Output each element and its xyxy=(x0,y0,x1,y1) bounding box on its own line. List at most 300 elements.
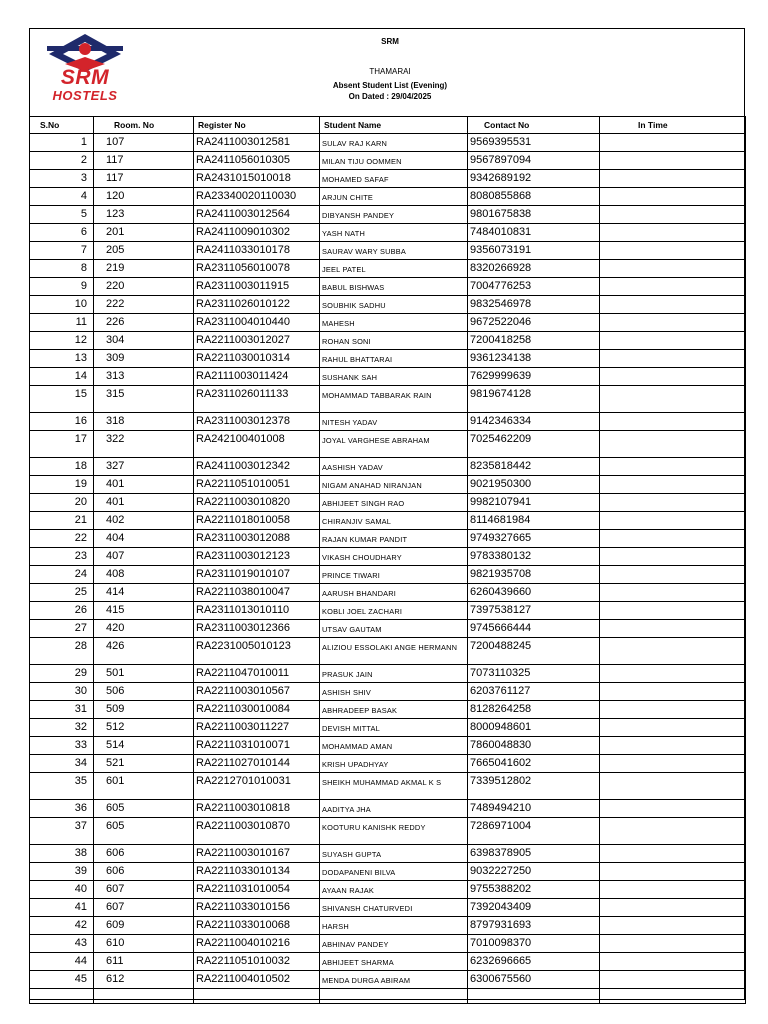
table-row xyxy=(30,953,746,971)
contact-cell: 7339512802 xyxy=(468,773,600,800)
room-cell: 123 xyxy=(94,206,194,224)
student-name-cell: AADITYA JHA xyxy=(320,800,468,818)
sno-cell: 41 xyxy=(30,899,94,917)
empty-cell xyxy=(320,989,468,1004)
room-cell: 506 xyxy=(94,683,194,701)
table-row xyxy=(30,458,746,476)
contact-cell: 6398378905 xyxy=(468,845,600,863)
room-cell: 318 xyxy=(94,413,194,431)
header-sno: S.No xyxy=(30,117,94,134)
student-name-cell: SUSHANK SAH xyxy=(320,368,468,386)
student-name-cell: NIGAM ANAHAD NIRANJAN xyxy=(320,476,468,494)
contact-cell: 7200488245 xyxy=(468,638,600,665)
room-cell: 426 xyxy=(94,638,194,665)
in-time-cell xyxy=(600,413,746,431)
student-name-cell: ROHAN SONI xyxy=(320,332,468,350)
room-cell: 117 xyxy=(94,170,194,188)
contact-cell: 6203761127 xyxy=(468,683,600,701)
table-row xyxy=(30,584,746,602)
sno-cell: 17 xyxy=(30,431,94,458)
register-cell: RA2211004010216 xyxy=(194,935,320,953)
table-row xyxy=(30,188,746,206)
sno-cell: 12 xyxy=(30,332,94,350)
room-cell: 315 xyxy=(94,386,194,413)
table-row xyxy=(30,170,746,188)
contact-cell: 9783380132 xyxy=(468,548,600,566)
table-row xyxy=(30,386,746,413)
table-row xyxy=(30,899,746,917)
register-cell: RA2411003012342 xyxy=(194,458,320,476)
table-row xyxy=(30,152,746,170)
table-row xyxy=(30,917,746,935)
register-cell: RA2211003010567 xyxy=(194,683,320,701)
table-row xyxy=(30,530,746,548)
empty-cell xyxy=(194,989,320,1004)
contact-cell: 9567897094 xyxy=(468,152,600,170)
sno-cell: 29 xyxy=(30,665,94,683)
room-cell: 327 xyxy=(94,458,194,476)
student-name-cell: BABUL BISHWAS xyxy=(320,278,468,296)
in-time-cell xyxy=(600,881,746,899)
register-cell: RA2111003011424 xyxy=(194,368,320,386)
student-name-cell: SOUBHIK SADHU xyxy=(320,296,468,314)
room-cell: 606 xyxy=(94,845,194,863)
table-row xyxy=(30,773,746,800)
sno-cell: 21 xyxy=(30,512,94,530)
in-time-cell xyxy=(600,386,746,413)
register-cell: RA2411033010178 xyxy=(194,242,320,260)
sno-cell: 22 xyxy=(30,530,94,548)
sno-cell: 20 xyxy=(30,494,94,512)
student-name-cell: RAJAN KUMAR PANDIT xyxy=(320,530,468,548)
register-cell: RA2311003012088 xyxy=(194,530,320,548)
empty-row xyxy=(30,989,746,1004)
sno-cell: 30 xyxy=(30,683,94,701)
in-time-cell xyxy=(600,638,746,665)
sno-cell: 42 xyxy=(30,917,94,935)
student-name-cell: JEEL PATEL xyxy=(320,260,468,278)
sno-cell: 35 xyxy=(30,773,94,800)
in-time-cell xyxy=(600,602,746,620)
header-register: Register No xyxy=(194,117,320,134)
contact-cell: 9032227250 xyxy=(468,863,600,881)
student-name-cell: SULAV RAJ KARN xyxy=(320,134,468,152)
sno-cell: 40 xyxy=(30,881,94,899)
room-cell: 514 xyxy=(94,737,194,755)
student-name-cell: DODAPANENI BILVA xyxy=(320,863,468,881)
contact-cell: 9342689192 xyxy=(468,170,600,188)
room-cell: 407 xyxy=(94,548,194,566)
student-name-cell: SUYASH GUPTA xyxy=(320,845,468,863)
sno-cell: 18 xyxy=(30,458,94,476)
contact-cell: 7392043409 xyxy=(468,899,600,917)
in-time-cell xyxy=(600,152,746,170)
student-name-cell: PRINCE TIWARI xyxy=(320,566,468,584)
sno-cell: 23 xyxy=(30,548,94,566)
room-cell: 605 xyxy=(94,818,194,845)
register-cell: RA2411056010305 xyxy=(194,152,320,170)
student-name-cell: MOHAMMAD TABBARAK RAIN xyxy=(320,386,468,413)
register-cell: RA2311003012378 xyxy=(194,413,320,431)
table-row xyxy=(30,260,746,278)
contact-cell: 8128264258 xyxy=(468,701,600,719)
table-row xyxy=(30,206,746,224)
student-name-cell: KRISH UPADHYAY xyxy=(320,755,468,773)
header-in-time: In Time xyxy=(600,117,746,134)
room-cell: 512 xyxy=(94,719,194,737)
register-cell: RA2211030010314 xyxy=(194,350,320,368)
register-cell: RA2211033010134 xyxy=(194,863,320,881)
register-cell: RA2411003012564 xyxy=(194,206,320,224)
table-row xyxy=(30,755,746,773)
contact-cell: 7010098370 xyxy=(468,935,600,953)
table-row xyxy=(30,350,746,368)
in-time-cell xyxy=(600,971,746,989)
document-title: Absent Student List (Evening) xyxy=(332,81,448,90)
in-time-cell xyxy=(600,170,746,188)
in-time-cell xyxy=(600,530,746,548)
contact-cell: 9819674128 xyxy=(468,386,600,413)
contact-cell: 9749327665 xyxy=(468,530,600,548)
register-cell: RA2211003010167 xyxy=(194,845,320,863)
table-row xyxy=(30,665,746,683)
sno-cell: 34 xyxy=(30,755,94,773)
in-time-cell xyxy=(600,278,746,296)
register-cell: RA2211018010058 xyxy=(194,512,320,530)
sno-cell: 32 xyxy=(30,719,94,737)
register-cell: RA242100401008 xyxy=(194,431,320,458)
sno-cell: 45 xyxy=(30,971,94,989)
contact-cell: 9755388202 xyxy=(468,881,600,899)
register-cell: RA2211004010502 xyxy=(194,971,320,989)
srm-hostels-logo xyxy=(37,32,133,104)
student-name-cell: YASH NATH xyxy=(320,224,468,242)
room-cell: 414 xyxy=(94,584,194,602)
in-time-cell xyxy=(600,224,746,242)
block-name: THAMARAI xyxy=(369,67,411,76)
contact-cell: 9361234138 xyxy=(468,350,600,368)
empty-cell xyxy=(600,989,746,1004)
contact-cell: 9569395531 xyxy=(468,134,600,152)
student-name-cell: MENDA DURGA ABIRAM xyxy=(320,971,468,989)
room-cell: 611 xyxy=(94,953,194,971)
sno-cell: 16 xyxy=(30,413,94,431)
student-name-cell: RAHUL BHATTARAI xyxy=(320,350,468,368)
student-name-cell: MILAN TIJU OOMMEN xyxy=(320,152,468,170)
room-cell: 607 xyxy=(94,899,194,917)
register-cell: RA2311056010078 xyxy=(194,260,320,278)
in-time-cell xyxy=(600,260,746,278)
sno-cell: 14 xyxy=(30,368,94,386)
register-cell: RA2212701010031 xyxy=(194,773,320,800)
student-name-cell: KOBLI JOEL ZACHARI xyxy=(320,602,468,620)
table-row xyxy=(30,242,746,260)
sno-cell: 6 xyxy=(30,224,94,242)
in-time-cell xyxy=(600,953,746,971)
contact-cell: 7004776253 xyxy=(468,278,600,296)
student-name-cell: AYAAN RAJAK xyxy=(320,881,468,899)
table-row xyxy=(30,368,746,386)
contact-cell: 6300675560 xyxy=(468,971,600,989)
in-time-cell xyxy=(600,584,746,602)
table-row xyxy=(30,224,746,242)
in-time-cell xyxy=(600,296,746,314)
sno-cell: 38 xyxy=(30,845,94,863)
contact-cell: 9142346334 xyxy=(468,413,600,431)
in-time-cell xyxy=(600,863,746,881)
sno-cell: 10 xyxy=(30,296,94,314)
register-cell: RA2311019010107 xyxy=(194,566,320,584)
in-time-cell xyxy=(600,917,746,935)
register-cell: RA2211003010820 xyxy=(194,494,320,512)
sno-cell: 4 xyxy=(30,188,94,206)
student-name-cell: SHIVANSH CHATURVEDI xyxy=(320,899,468,917)
table-row xyxy=(30,845,746,863)
student-name-cell: MOHAMMAD AMAN xyxy=(320,737,468,755)
in-time-cell xyxy=(600,845,746,863)
contact-cell: 8320266928 xyxy=(468,260,600,278)
student-name-cell: AASHISH YADAV xyxy=(320,458,468,476)
register-cell: RA2211038010047 xyxy=(194,584,320,602)
contact-cell: 7665041602 xyxy=(468,755,600,773)
contact-cell: 8114681984 xyxy=(468,512,600,530)
register-cell: RA2211051010032 xyxy=(194,953,320,971)
sno-cell: 28 xyxy=(30,638,94,665)
room-cell: 408 xyxy=(94,566,194,584)
table-row xyxy=(30,719,746,737)
sno-cell: 15 xyxy=(30,386,94,413)
table-row xyxy=(30,620,746,638)
sno-cell: 25 xyxy=(30,584,94,602)
table-row xyxy=(30,737,746,755)
in-time-cell xyxy=(600,566,746,584)
sno-cell: 31 xyxy=(30,701,94,719)
contact-cell: 8080855868 xyxy=(468,188,600,206)
in-time-cell xyxy=(600,134,746,152)
org-name: SRM xyxy=(381,37,399,46)
in-time-cell xyxy=(600,332,746,350)
table-row xyxy=(30,935,746,953)
student-name-cell: ABHRADEEP BASAK xyxy=(320,701,468,719)
sno-cell: 11 xyxy=(30,314,94,332)
sno-cell: 7 xyxy=(30,242,94,260)
register-cell: RA2211003011227 xyxy=(194,719,320,737)
table-row xyxy=(30,314,746,332)
empty-cell xyxy=(30,989,94,1004)
sno-cell: 5 xyxy=(30,206,94,224)
sno-cell: 37 xyxy=(30,818,94,845)
register-cell: RA2311004010440 xyxy=(194,314,320,332)
sno-cell: 26 xyxy=(30,602,94,620)
in-time-cell xyxy=(600,737,746,755)
register-cell: RA2211003010870 xyxy=(194,818,320,845)
sno-cell: 13 xyxy=(30,350,94,368)
contact-cell: 7397538127 xyxy=(468,602,600,620)
sno-cell: 2 xyxy=(30,152,94,170)
contact-cell: 7073110325 xyxy=(468,665,600,683)
sno-cell: 39 xyxy=(30,863,94,881)
register-cell: RA23340020110030 xyxy=(194,188,320,206)
in-time-cell xyxy=(600,899,746,917)
in-time-cell xyxy=(600,476,746,494)
in-time-cell xyxy=(600,683,746,701)
table-row xyxy=(30,476,746,494)
in-time-cell xyxy=(600,494,746,512)
student-name-cell: VIKASH CHOUDHARY xyxy=(320,548,468,566)
room-cell: 107 xyxy=(94,134,194,152)
student-name-cell: DIBYANSH PANDEY xyxy=(320,206,468,224)
sno-cell: 43 xyxy=(30,935,94,953)
sno-cell: 33 xyxy=(30,737,94,755)
room-cell: 415 xyxy=(94,602,194,620)
contact-cell: 9356073191 xyxy=(468,242,600,260)
table-row xyxy=(30,683,746,701)
in-time-cell xyxy=(600,314,746,332)
in-time-cell xyxy=(600,665,746,683)
room-cell: 501 xyxy=(94,665,194,683)
contact-cell: 6260439660 xyxy=(468,584,600,602)
contact-cell: 7484010831 xyxy=(468,224,600,242)
register-cell: RA2311013010110 xyxy=(194,602,320,620)
register-cell: RA2211051010051 xyxy=(194,476,320,494)
register-cell: RA2211003012027 xyxy=(194,332,320,350)
room-cell: 309 xyxy=(94,350,194,368)
room-cell: 612 xyxy=(94,971,194,989)
header-room: Room. No xyxy=(94,117,194,134)
contact-cell: 7629999639 xyxy=(468,368,600,386)
room-cell: 117 xyxy=(94,152,194,170)
contact-cell: 8000948601 xyxy=(468,719,600,737)
student-name-cell: DEVISH MITTAL xyxy=(320,719,468,737)
student-name-cell: PRASUK JAIN xyxy=(320,665,468,683)
student-name-cell: JOYAL VARGHESE ABRAHAM xyxy=(320,431,468,458)
register-cell: RA2311003012123 xyxy=(194,548,320,566)
room-cell: 304 xyxy=(94,332,194,350)
document-date: On Dated : 29/04/2025 xyxy=(348,92,432,101)
contact-cell: 6232696665 xyxy=(468,953,600,971)
in-time-cell xyxy=(600,755,746,773)
sno-cell: 1 xyxy=(30,134,94,152)
table-row xyxy=(30,134,746,152)
student-name-cell: KOOTURU KANISHK REDDY xyxy=(320,818,468,845)
register-cell: RA2411009010302 xyxy=(194,224,320,242)
student-name-cell: AARUSH BHANDARI xyxy=(320,584,468,602)
register-cell: RA2231005010123 xyxy=(194,638,320,665)
register-cell: RA2311003011915 xyxy=(194,278,320,296)
room-cell: 220 xyxy=(94,278,194,296)
room-cell: 201 xyxy=(94,224,194,242)
table-row xyxy=(30,296,746,314)
register-cell: RA2211003010818 xyxy=(194,800,320,818)
room-cell: 404 xyxy=(94,530,194,548)
in-time-cell xyxy=(600,188,746,206)
table-row xyxy=(30,566,746,584)
empty-cell xyxy=(94,989,194,1004)
room-cell: 607 xyxy=(94,881,194,899)
table-row xyxy=(30,818,746,845)
table-row xyxy=(30,548,746,566)
table-row xyxy=(30,431,746,458)
in-time-cell xyxy=(600,548,746,566)
student-name-cell: ABHIJEET SINGH RAO xyxy=(320,494,468,512)
contact-cell: 9982107941 xyxy=(468,494,600,512)
register-cell: RA2211030010084 xyxy=(194,701,320,719)
student-name-cell: HARSH xyxy=(320,917,468,935)
contact-cell: 7860048830 xyxy=(468,737,600,755)
room-cell: 420 xyxy=(94,620,194,638)
contact-cell: 9821935708 xyxy=(468,566,600,584)
in-time-cell xyxy=(600,431,746,458)
in-time-cell xyxy=(600,773,746,800)
student-name-cell: ABHIJEET SHARMA xyxy=(320,953,468,971)
register-cell: RA2211027010144 xyxy=(194,755,320,773)
logo-srm-text: SRM xyxy=(60,66,110,89)
room-cell: 606 xyxy=(94,863,194,881)
register-cell: RA2211033010156 xyxy=(194,899,320,917)
register-cell: RA2311026010122 xyxy=(194,296,320,314)
student-name-cell: ABHINAV PANDEY xyxy=(320,935,468,953)
student-name-cell: MOHAMED SAFAF xyxy=(320,170,468,188)
in-time-cell xyxy=(600,368,746,386)
contact-cell: 9021950300 xyxy=(468,476,600,494)
register-cell: RA2411003012581 xyxy=(194,134,320,152)
in-time-cell xyxy=(600,206,746,224)
sno-cell: 8 xyxy=(30,260,94,278)
room-cell: 322 xyxy=(94,431,194,458)
student-name-cell: ASHISH SHIV xyxy=(320,683,468,701)
register-cell: RA2431015010018 xyxy=(194,170,320,188)
in-time-cell xyxy=(600,800,746,818)
sno-cell: 27 xyxy=(30,620,94,638)
in-time-cell xyxy=(600,512,746,530)
room-cell: 226 xyxy=(94,314,194,332)
in-time-cell xyxy=(600,935,746,953)
table-row xyxy=(30,278,746,296)
room-cell: 205 xyxy=(94,242,194,260)
empty-cell xyxy=(468,989,600,1004)
logo-hostels-text: HOSTELS xyxy=(52,88,118,103)
table-row xyxy=(30,701,746,719)
contact-cell: 7489494210 xyxy=(468,800,600,818)
header-contact: Contact No xyxy=(468,117,600,134)
table-row xyxy=(30,413,746,431)
sno-cell: 19 xyxy=(30,476,94,494)
table-row xyxy=(30,800,746,818)
in-time-cell xyxy=(600,458,746,476)
room-cell: 601 xyxy=(94,773,194,800)
contact-cell: 9801675838 xyxy=(468,206,600,224)
contact-cell: 9672522046 xyxy=(468,314,600,332)
contact-cell: 8235818442 xyxy=(468,458,600,476)
absent-student-table xyxy=(29,116,746,1004)
student-name-cell: NITESH YADAV xyxy=(320,413,468,431)
room-cell: 401 xyxy=(94,476,194,494)
table-row xyxy=(30,494,746,512)
header-name: Student Name xyxy=(320,117,468,134)
table-row xyxy=(30,971,746,989)
contact-cell: 7025462209 xyxy=(468,431,600,458)
table-row xyxy=(30,512,746,530)
register-cell: RA2311003012366 xyxy=(194,620,320,638)
register-cell: RA2211031010054 xyxy=(194,881,320,899)
contact-cell: 7200418258 xyxy=(468,332,600,350)
register-cell: RA2211031010071 xyxy=(194,737,320,755)
room-cell: 401 xyxy=(94,494,194,512)
room-cell: 219 xyxy=(94,260,194,278)
sno-cell: 24 xyxy=(30,566,94,584)
student-name-cell: UTSAV GAUTAM xyxy=(320,620,468,638)
student-name-cell: SHEIKH MUHAMMAD AKMAL K S xyxy=(320,773,468,800)
